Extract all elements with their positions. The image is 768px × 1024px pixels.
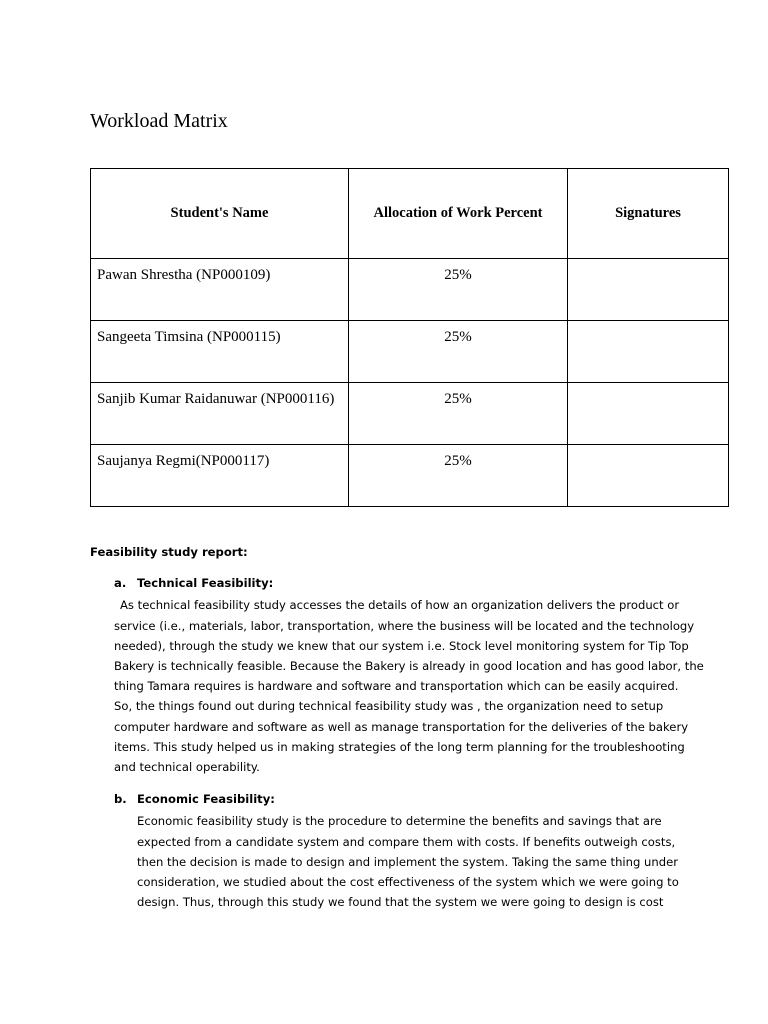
allocation-cell: 25% [349,259,568,321]
paragraph-line: then the decision is made to design and implement the system. Taking the same thing under [137,854,678,869]
table-header-row [91,169,729,259]
paragraph-line: needed), through the study we knew that our system i.e. Stock level monitoring system for Tip Top [114,638,689,653]
page-title: Workload Matrix [90,110,228,132]
column-header-signatures: Signatures [568,169,729,259]
technical-feasibility-paragraph [90,595,704,777]
paragraph-line: Economic feasibility study is the procedure to determine the benefits and savings that are [137,814,662,829]
signature-cell [568,259,729,321]
technical-feasibility-heading [90,573,690,593]
paragraph-line: service (i.e., materials, labor, transportation, where the business will be located and the technology [114,618,695,633]
student-name-cell: Sanjib Kumar Raidanuwar (NP000116) [91,383,349,445]
signature-cell [568,321,729,383]
table-row [91,321,729,383]
list-marker: b. [114,792,127,807]
report-heading: Feasibility study report: [90,545,248,559]
paragraph-line: Bakery is technically feasible. Because the Bakery is already in good location and has good labor, the [114,659,704,674]
workload-table [90,168,729,507]
paragraph-line: So, the things found out during technical feasibility study was , the organization need to setup [114,699,664,714]
signature-cell [568,383,729,445]
student-name-cell: Sangeeta Timsina (NP000115) [91,321,349,383]
list-marker: a. [114,576,127,591]
allocation-cell: 25% [349,321,568,383]
student-name-cell: Saujanya Regmi(NP000117) [91,445,349,507]
paragraph-line: computer hardware and software as well as manage transportation for the deliveries of the bakery [114,719,689,734]
paragraph-line: and technical operability. [114,760,260,775]
economic-feasibility-paragraph [90,811,679,912]
paragraph-line: expected from a candidate system and compare them with costs. If benefits outweigh costs, [137,834,676,849]
table-row [91,259,729,321]
table-row [91,383,729,445]
allocation-cell: 25% [349,383,568,445]
student-name-cell: Pawan Shrestha (NP000109) [91,259,349,321]
section-title: Technical Feasibility: [137,576,274,591]
feasibility-report [90,542,704,912]
column-header-student-name: Student's Name [91,169,349,259]
paragraph-line: items. This study helped us in making strategies of the long term planning for the troubleshooting [114,739,685,754]
section-title: Economic Feasibility: [137,792,275,807]
signature-cell [568,445,729,507]
column-header-allocation: Allocation of Work Percent [349,169,568,259]
paragraph-line: thing Tamara requires is hardware and software and transportation which can be easily acquired. [114,679,679,694]
paragraph-line: As technical feasibility study accesses the details of how an organization delivers the product or [120,598,680,613]
table-row [91,445,729,507]
paragraph-line: consideration, we studied about the cost effectiveness of the system which we were going to [137,875,679,890]
allocation-cell: 25% [349,445,568,507]
paragraph-line: design. Thus, through this study we found that the system we were going to design is cost [137,895,664,910]
economic-feasibility-heading [90,789,690,809]
